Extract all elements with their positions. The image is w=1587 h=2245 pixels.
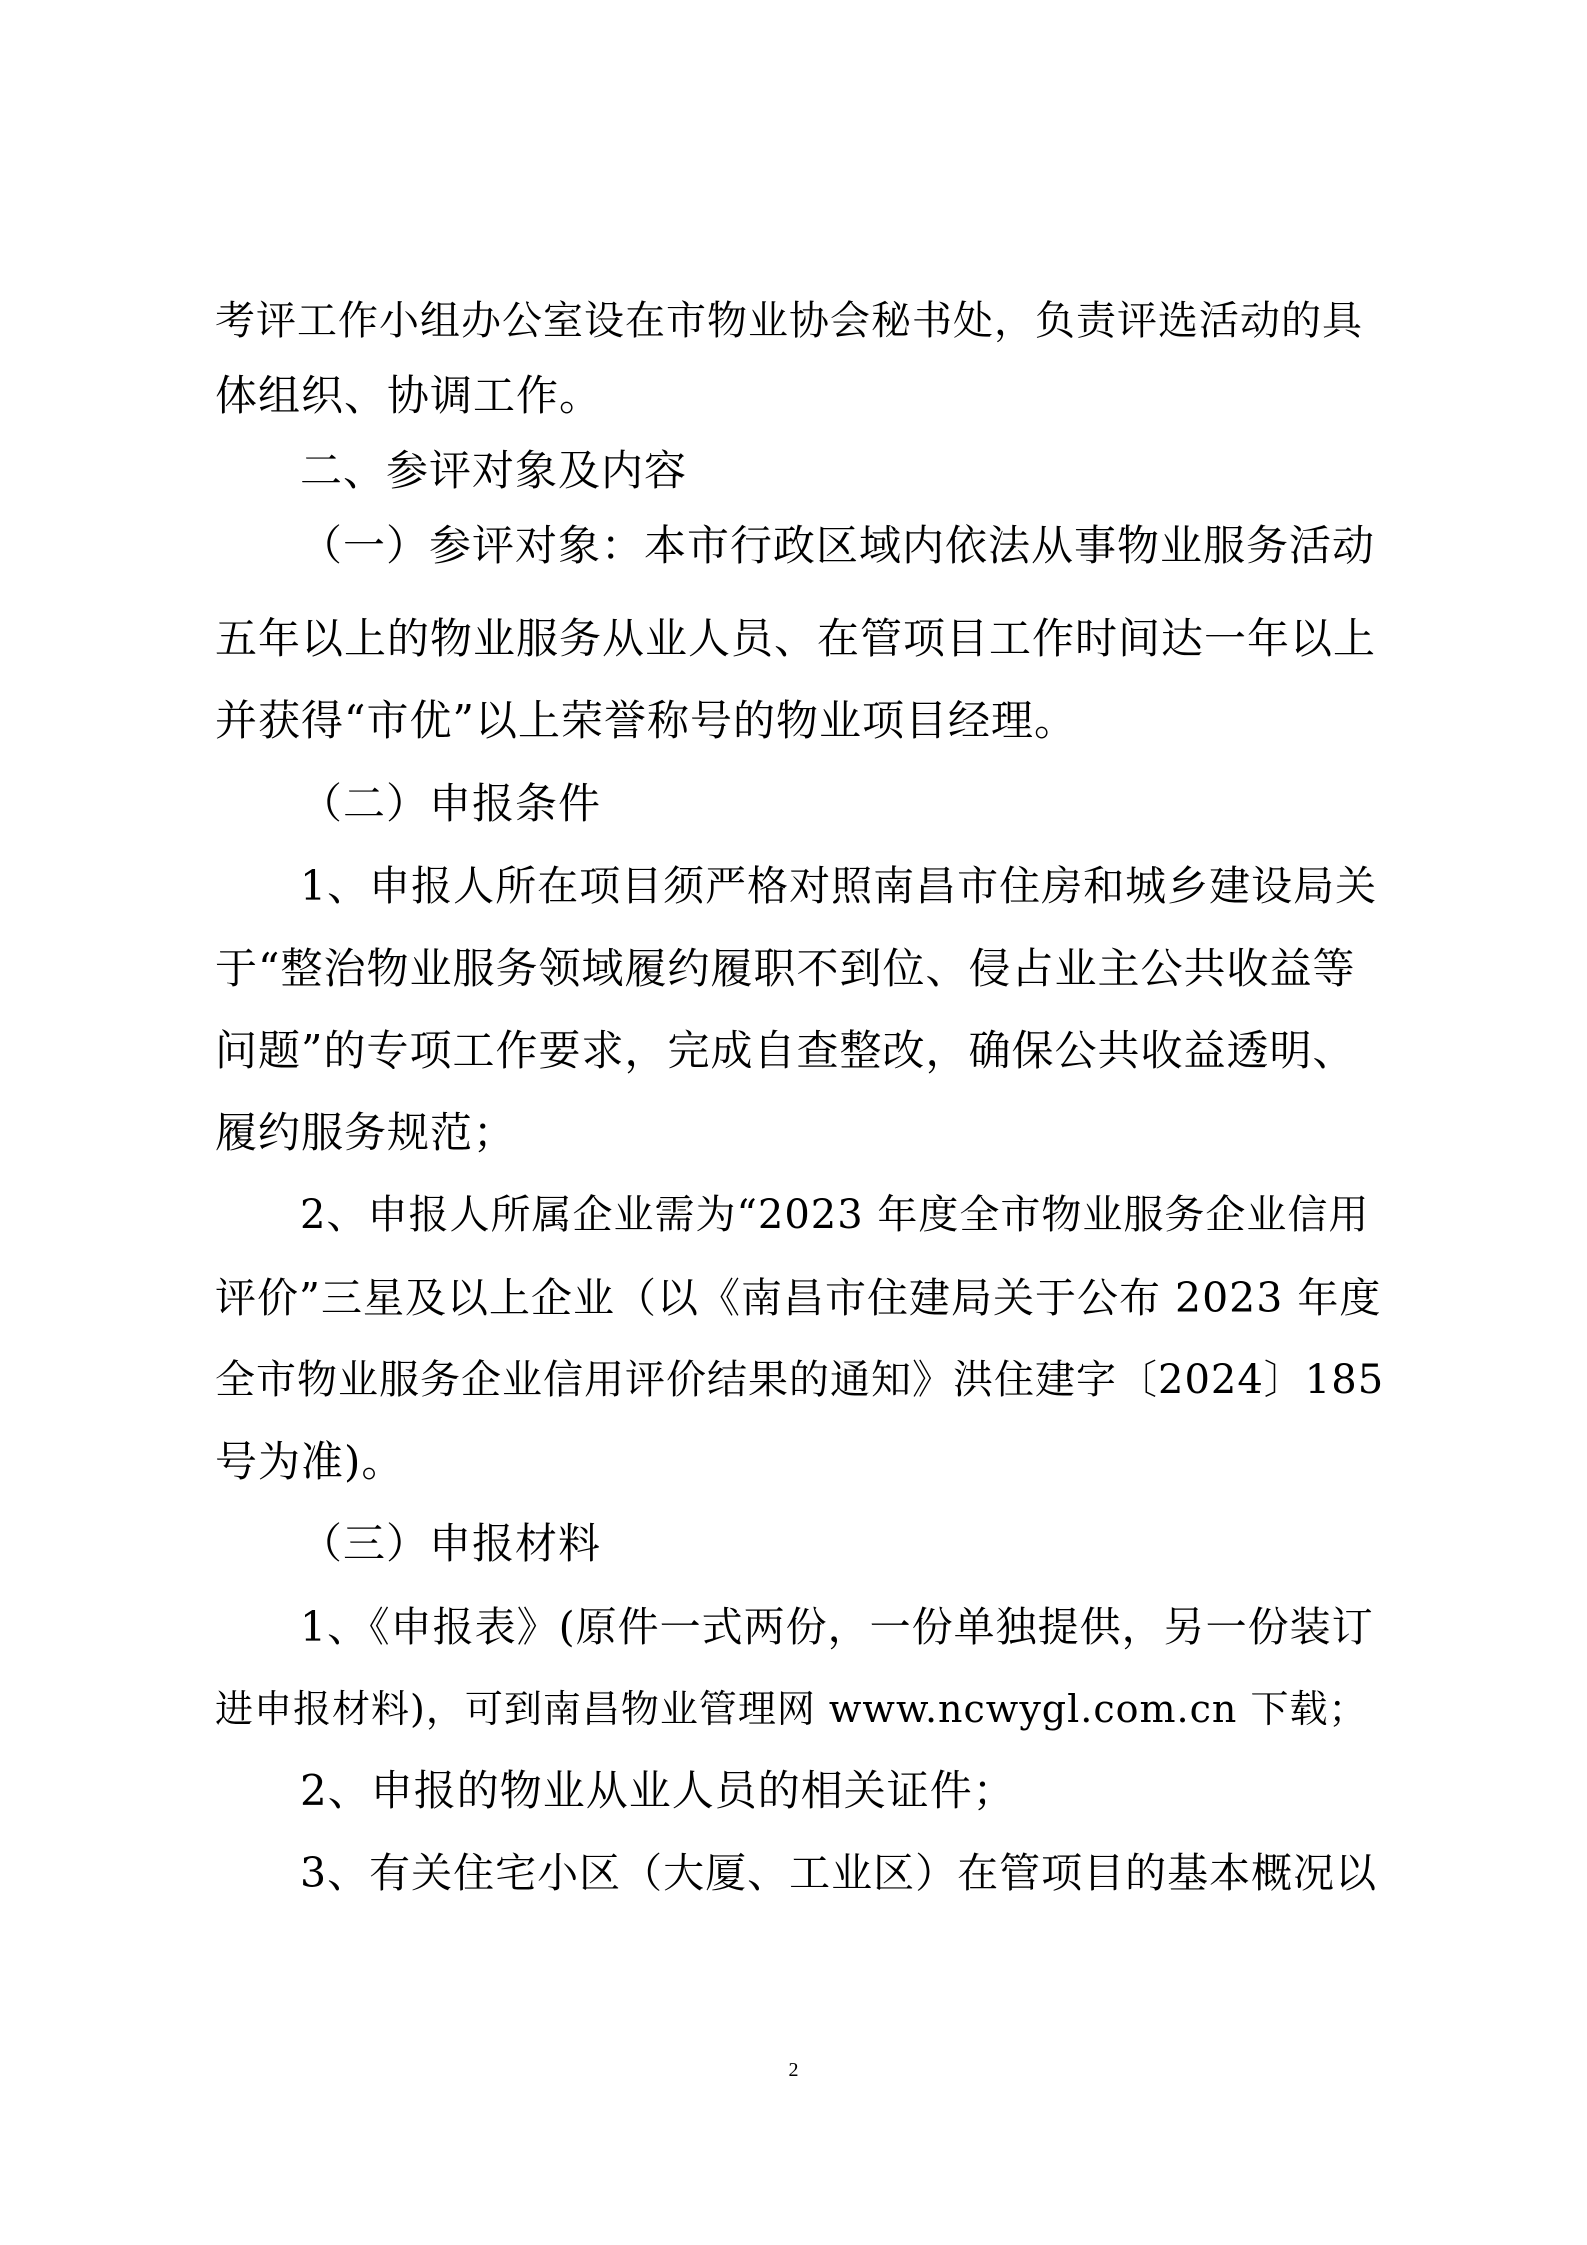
paragraph-line: 评价”三星及以上企业（以《南昌市住建局关于公布 2023 年度 [215, 1274, 1382, 1322]
paragraph-line: 考评工作小组办公室设在市物业协会秘书处，负责评选活动的具 [215, 298, 1363, 344]
paragraph-line: 体组织、协调工作。 [215, 371, 603, 420]
paragraph-line: 3、有关住宅小区（大厦、工业区）在管项目的基本概况以 [300, 1849, 1378, 1897]
paragraph-line: 1、《申报表》(原件一式两份，一份单独提供，另一份装订 [300, 1603, 1374, 1651]
subsection-heading: （二）申报条件 [300, 779, 602, 828]
paragraph-line: 问题”的专项工作要求，完成自查整改，确保公共收益透明、 [215, 1026, 1356, 1075]
paragraph-line: 五年以上的物业服务从业人员、在管项目工作时间达一年以上 [215, 614, 1377, 663]
paragraph-line: 于“整治物业服务领域履约履职不到位、侵占业主公共收益等 [215, 944, 1356, 993]
subsection-heading: （三）申报材料 [300, 1519, 602, 1568]
paragraph-line: 履约服务规范； [215, 1108, 517, 1157]
paragraph-line: 号为准)。 [215, 1437, 405, 1486]
paragraph-line: 1、申报人所在项目须严格对照南昌市住房和城乡建设局关 [300, 862, 1378, 910]
page-number: 2 [788, 2059, 799, 2081]
paragraph-line: 2、申报人所属企业需为“2023 年度全市物业服务企业信用 [300, 1192, 1370, 1238]
section-heading: 二、参评对象及内容 [300, 446, 688, 495]
paragraph-line: 进申报材料)，可到南昌物业管理网 www.ncwygl.com.cn 下载； [215, 1687, 1368, 1731]
paragraph-line: 全市物业服务企业信用评价结果的通知》洪住建字〔2024〕185 [215, 1357, 1385, 1403]
paragraph-line: 并获得“市优”以上荣誉称号的物业项目经理。 [215, 696, 1077, 745]
paragraph-line: （一）参评对象：本市行政区域内依法从事物业服务活动 [300, 521, 1376, 570]
paragraph-line: 2、申报的物业从业人员的相关证件； [300, 1766, 1016, 1815]
